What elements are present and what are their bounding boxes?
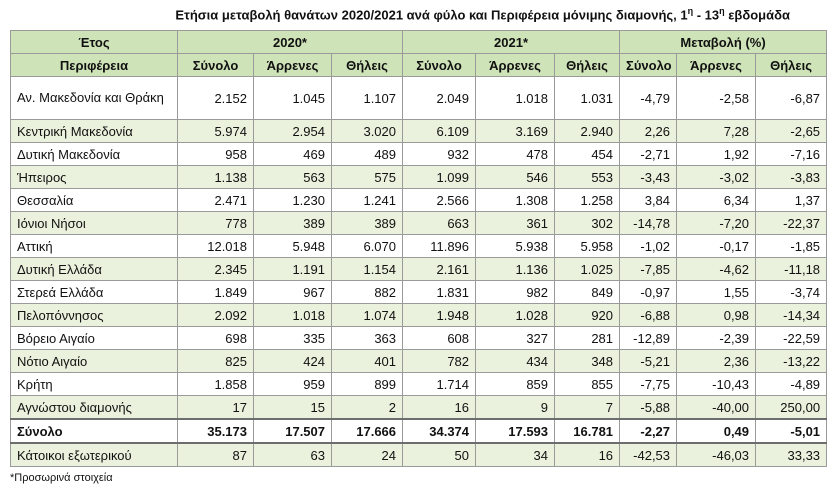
- value-cell: -13,22: [756, 350, 827, 373]
- value-cell: 982: [476, 281, 555, 304]
- value-cell: 7: [555, 396, 620, 420]
- value-cell: 825: [178, 350, 254, 373]
- value-cell: -5,01: [756, 419, 827, 443]
- value-cell: 1.714: [403, 373, 476, 396]
- value-cell: 469: [254, 143, 332, 166]
- value-cell: -6,87: [756, 77, 827, 120]
- value-cell: 63: [254, 443, 332, 467]
- value-cell: -4,89: [756, 373, 827, 396]
- value-cell: 3.020: [332, 120, 403, 143]
- value-cell: 24: [332, 443, 403, 467]
- value-cell: 1.031: [555, 77, 620, 120]
- value-cell: 2: [332, 396, 403, 420]
- value-cell: 6.070: [332, 235, 403, 258]
- value-cell: 50: [403, 443, 476, 467]
- value-cell: 1.138: [178, 166, 254, 189]
- region-cell: Αττική: [11, 235, 178, 258]
- region-cell: Στερεά Ελλάδα: [11, 281, 178, 304]
- value-cell: 1.018: [254, 304, 332, 327]
- value-cell: 698: [178, 327, 254, 350]
- header-region-label: Περιφέρεια: [11, 54, 178, 77]
- value-cell: -4,62: [677, 258, 756, 281]
- value-cell: 1.099: [403, 166, 476, 189]
- value-cell: 1.107: [332, 77, 403, 120]
- value-cell: 5.938: [476, 235, 555, 258]
- title-mid: - 13: [693, 7, 720, 23]
- value-cell: 920: [555, 304, 620, 327]
- value-cell: 3,84: [620, 189, 677, 212]
- value-cell: 782: [403, 350, 476, 373]
- value-cell: 608: [403, 327, 476, 350]
- value-cell: 855: [555, 373, 620, 396]
- value-cell: -14,34: [756, 304, 827, 327]
- table-body: [11, 31, 827, 467]
- value-cell: 424: [254, 350, 332, 373]
- value-cell: 882: [332, 281, 403, 304]
- value-cell: -5,21: [620, 350, 677, 373]
- value-cell: 478: [476, 143, 555, 166]
- value-cell: 553: [555, 166, 620, 189]
- title-sup-1: η: [687, 6, 694, 16]
- footnote: *Προσωρινά στοιχεία: [10, 472, 113, 484]
- value-cell: 361: [476, 212, 555, 235]
- column-header: Θήλεις: [555, 54, 620, 77]
- value-cell: 5.958: [555, 235, 620, 258]
- value-cell: 546: [476, 166, 555, 189]
- value-cell: 0,49: [677, 419, 756, 443]
- region-cell: Κρήτη: [11, 373, 178, 396]
- value-cell: 3.169: [476, 120, 555, 143]
- column-header: Σύνολο: [620, 54, 677, 77]
- title-prefix: Ετήσια μεταβολή θανάτων 2020/2021 ανά φύλο και Περιφέρεια μόνιμης διαμονής, 1: [175, 7, 688, 23]
- header-2020: 2020*: [178, 31, 403, 54]
- table-row: [11, 120, 827, 143]
- title-sup-2: η: [719, 6, 725, 16]
- value-cell: 2.092: [178, 304, 254, 327]
- value-cell: 2.161: [403, 258, 476, 281]
- value-cell: 87: [178, 443, 254, 467]
- table-row: [11, 189, 827, 212]
- value-cell: 7,28: [677, 120, 756, 143]
- value-cell: -14,78: [620, 212, 677, 235]
- value-cell: 859: [476, 373, 555, 396]
- table-row: [11, 396, 827, 420]
- region-cell: Κάτοικοι εξωτερικού: [11, 443, 178, 467]
- column-header: Σύνολο: [403, 54, 476, 77]
- table-row: [11, 235, 827, 258]
- column-header: Άρρενες: [254, 54, 332, 77]
- value-cell: -3,02: [677, 166, 756, 189]
- value-cell: 899: [332, 373, 403, 396]
- value-cell: -7,20: [677, 212, 756, 235]
- value-cell: 454: [555, 143, 620, 166]
- value-cell: -4,79: [620, 77, 677, 120]
- value-cell: 849: [555, 281, 620, 304]
- region-cell: Σύνολο: [11, 419, 178, 443]
- value-cell: 12.018: [178, 235, 254, 258]
- value-cell: -3,43: [620, 166, 677, 189]
- value-cell: 1.154: [332, 258, 403, 281]
- value-cell: -0,97: [620, 281, 677, 304]
- value-cell: 2,36: [677, 350, 756, 373]
- value-cell: 1.191: [254, 258, 332, 281]
- value-cell: 959: [254, 373, 332, 396]
- value-cell: 1.028: [476, 304, 555, 327]
- value-cell: -12,89: [620, 327, 677, 350]
- value-cell: 35.173: [178, 419, 254, 443]
- value-cell: -1,02: [620, 235, 677, 258]
- value-cell: 489: [332, 143, 403, 166]
- value-cell: 1.858: [178, 373, 254, 396]
- value-cell: 33,33: [756, 443, 827, 467]
- value-cell: 250,00: [756, 396, 827, 420]
- value-cell: 281: [555, 327, 620, 350]
- value-cell: 2.471: [178, 189, 254, 212]
- region-cell: Ήπειρος: [11, 166, 178, 189]
- table-row: [11, 143, 827, 166]
- value-cell: 363: [332, 327, 403, 350]
- value-cell: -2,39: [677, 327, 756, 350]
- value-cell: 302: [555, 212, 620, 235]
- value-cell: 1,37: [756, 189, 827, 212]
- value-cell: -6,88: [620, 304, 677, 327]
- value-cell: -2,65: [756, 120, 827, 143]
- value-cell: 17.507: [254, 419, 332, 443]
- header-row-columns: [11, 54, 827, 77]
- value-cell: -2,27: [620, 419, 677, 443]
- region-cell: Θεσσαλία: [11, 189, 178, 212]
- value-cell: 1,55: [677, 281, 756, 304]
- value-cell: 958: [178, 143, 254, 166]
- table-row: [11, 350, 827, 373]
- value-cell: 1.948: [403, 304, 476, 327]
- region-cell: Κεντρική Μακεδονία: [11, 120, 178, 143]
- table-row: [11, 77, 827, 120]
- value-cell: 401: [332, 350, 403, 373]
- value-cell: 2.345: [178, 258, 254, 281]
- region-cell: Αγνώστου διαμονής: [11, 396, 178, 420]
- value-cell: 2.049: [403, 77, 476, 120]
- value-cell: 16: [555, 443, 620, 467]
- value-cell: 1.241: [332, 189, 403, 212]
- table-row: [11, 166, 827, 189]
- deaths-table: [10, 30, 827, 467]
- value-cell: -5,88: [620, 396, 677, 420]
- value-cell: 1.258: [555, 189, 620, 212]
- value-cell: -0,17: [677, 235, 756, 258]
- column-header: Άρρενες: [677, 54, 756, 77]
- column-header: Θήλεις: [756, 54, 827, 77]
- value-cell: -7,16: [756, 143, 827, 166]
- value-cell: 348: [555, 350, 620, 373]
- table-row: [11, 304, 827, 327]
- value-cell: 17.666: [332, 419, 403, 443]
- value-cell: 932: [403, 143, 476, 166]
- value-cell: 389: [332, 212, 403, 235]
- value-cell: 1.025: [555, 258, 620, 281]
- region-cell: Ιόνιοι Νήσοι: [11, 212, 178, 235]
- region-cell: Νότιο Αιγαίο: [11, 350, 178, 373]
- value-cell: 434: [476, 350, 555, 373]
- value-cell: 2.152: [178, 77, 254, 120]
- value-cell: -2,58: [677, 77, 756, 120]
- value-cell: 34: [476, 443, 555, 467]
- value-cell: 1.831: [403, 281, 476, 304]
- value-cell: -3,74: [756, 281, 827, 304]
- value-cell: 575: [332, 166, 403, 189]
- value-cell: 1,92: [677, 143, 756, 166]
- header-2021: 2021*: [403, 31, 620, 54]
- value-cell: 2.940: [555, 120, 620, 143]
- value-cell: 1.045: [254, 77, 332, 120]
- value-cell: 563: [254, 166, 332, 189]
- value-cell: -46,03: [677, 443, 756, 467]
- region-cell: Βόρειο Αιγαίο: [11, 327, 178, 350]
- value-cell: 17.593: [476, 419, 555, 443]
- value-cell: -40,00: [677, 396, 756, 420]
- value-cell: 1.018: [476, 77, 555, 120]
- value-cell: -7,75: [620, 373, 677, 396]
- value-cell: 1.230: [254, 189, 332, 212]
- value-cell: 16.781: [555, 419, 620, 443]
- value-cell: 2.566: [403, 189, 476, 212]
- value-cell: 335: [254, 327, 332, 350]
- region-cell: Δυτική Μακεδονία: [11, 143, 178, 166]
- value-cell: -1,85: [756, 235, 827, 258]
- value-cell: 967: [254, 281, 332, 304]
- header-year-label: Έτος: [11, 31, 178, 54]
- table-row: [11, 327, 827, 350]
- value-cell: 2,26: [620, 120, 677, 143]
- region-cell: Πελοπόννησος: [11, 304, 178, 327]
- value-cell: 327: [476, 327, 555, 350]
- region-cell: Δυτική Ελλάδα: [11, 258, 178, 281]
- value-cell: -10,43: [677, 373, 756, 396]
- table-row: [11, 373, 827, 396]
- value-cell: 1.074: [332, 304, 403, 327]
- value-cell: 17: [178, 396, 254, 420]
- table-row: [11, 258, 827, 281]
- value-cell: 16: [403, 396, 476, 420]
- value-cell: 34.374: [403, 419, 476, 443]
- table-row: [11, 281, 827, 304]
- value-cell: 6.109: [403, 120, 476, 143]
- value-cell: 15: [254, 396, 332, 420]
- value-cell: 389: [254, 212, 332, 235]
- value-cell: 6,34: [677, 189, 756, 212]
- table-title: [0, 6, 790, 22]
- value-cell: -7,85: [620, 258, 677, 281]
- region-cell: Αν. Μακεδονία και Θράκη: [11, 77, 178, 120]
- value-cell: -3,83: [756, 166, 827, 189]
- header-change: Μεταβολή (%): [620, 31, 827, 54]
- value-cell: 11.896: [403, 235, 476, 258]
- abroad-row: [11, 443, 827, 467]
- value-cell: -2,71: [620, 143, 677, 166]
- column-header: Άρρενες: [476, 54, 555, 77]
- total-row: [11, 419, 827, 443]
- value-cell: 5.974: [178, 120, 254, 143]
- value-cell: -22,37: [756, 212, 827, 235]
- table-row: [11, 212, 827, 235]
- value-cell: -22,59: [756, 327, 827, 350]
- value-cell: 9: [476, 396, 555, 420]
- value-cell: -11,18: [756, 258, 827, 281]
- header-row-years: [11, 31, 827, 54]
- value-cell: 778: [178, 212, 254, 235]
- value-cell: 5.948: [254, 235, 332, 258]
- value-cell: 1.308: [476, 189, 555, 212]
- title-suffix: εβδομάδα: [724, 7, 790, 23]
- value-cell: 2.954: [254, 120, 332, 143]
- column-header: Θήλεις: [332, 54, 403, 77]
- value-cell: -42,53: [620, 443, 677, 467]
- value-cell: 1.136: [476, 258, 555, 281]
- value-cell: 0,98: [677, 304, 756, 327]
- value-cell: 663: [403, 212, 476, 235]
- value-cell: 1.849: [178, 281, 254, 304]
- column-header: Σύνολο: [178, 54, 254, 77]
